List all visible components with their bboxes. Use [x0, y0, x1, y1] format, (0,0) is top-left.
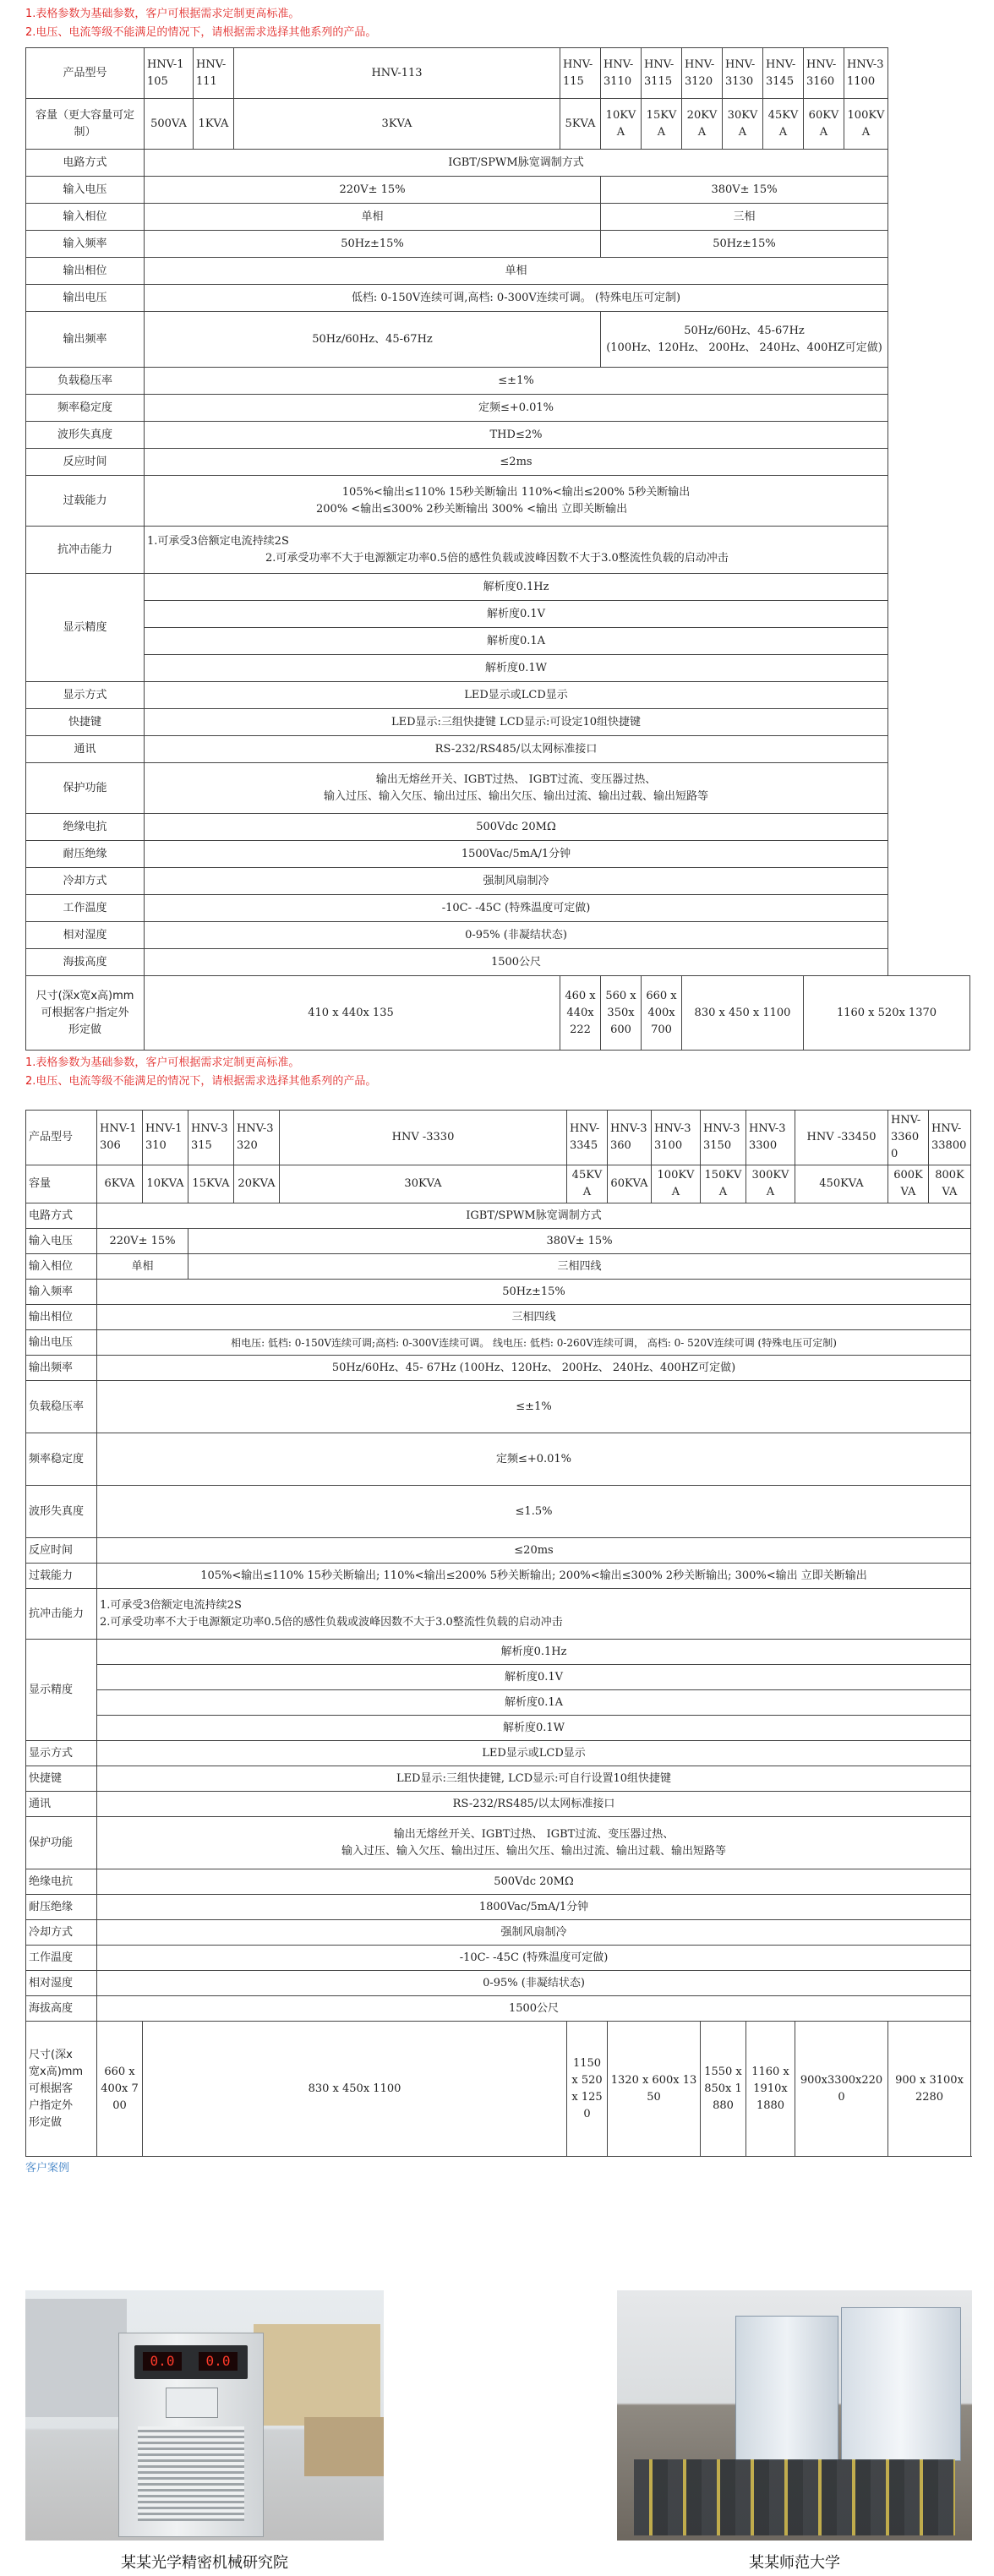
row-label: 输入电压 [26, 177, 145, 204]
row-label: 波形失真度 [26, 422, 145, 449]
row-value: ≤20ms [97, 1538, 971, 1564]
row-value: 380V± 15% [188, 1229, 971, 1254]
row-value: 解析度0.1V [145, 601, 888, 628]
row-label: 反应时间 [26, 449, 145, 476]
row-label: 通讯 [26, 736, 145, 763]
row-value: RS-232/RS485/以太网标准接口 [145, 736, 888, 763]
row-label: 工作温度 [26, 1946, 97, 1971]
table-row [26, 449, 970, 476]
size-cell: 560 x 350x 600 [601, 976, 642, 1051]
row-value: ≤±1% [97, 1381, 971, 1433]
row-value: LED显示:三组快捷键, LCD显示:可自行设置10组快捷键 [97, 1766, 971, 1792]
row-label: 负载稳压率 [26, 1381, 97, 1433]
row-value [97, 1589, 971, 1640]
capacity-cell: 20KVA [234, 1165, 280, 1203]
capacity-cell: 15KVA [188, 1165, 234, 1203]
row-value: 解析度0.1Hz [97, 1640, 971, 1665]
row-label: 频率稳定度 [26, 1433, 97, 1486]
model-cell: HNV-111 [194, 48, 234, 99]
row-label: 显示方式 [26, 1741, 97, 1766]
capacity-cell: 10KVA [143, 1165, 188, 1203]
size-cell: 660 x 400x 700 [97, 2022, 143, 2157]
table-row [26, 1165, 971, 1203]
row-value: 1500公尺 [145, 949, 888, 976]
display-panel [134, 2345, 248, 2379]
label-line: 尺寸(深x宽x高)mm [36, 989, 134, 1002]
model-cell: HNV-31100 [844, 48, 888, 99]
capacity-cell: 15KVA [642, 99, 682, 150]
table-row [26, 1946, 971, 1971]
model-cell: HNV-3130 [723, 48, 763, 99]
table-row [26, 1356, 971, 1381]
label-line: 宽x高)mm [29, 2065, 84, 2078]
table-row [26, 628, 970, 655]
value-line: 105%<输出≤110% 15秒关断输出 110%<输出≤200% 5秒关断输出 [341, 485, 691, 499]
table-row [26, 1330, 971, 1356]
case-photo-right [617, 2290, 972, 2541]
model-cell: HNV-113 [234, 48, 560, 99]
model-cell: HNV-33300 [746, 1111, 795, 1165]
row-value [145, 476, 888, 527]
spec-table-three-phase [25, 1110, 971, 2157]
table-row [26, 1792, 971, 1817]
table-row [26, 1971, 971, 1996]
equipment-rack-1 [735, 2316, 838, 2461]
row-label: 绝缘电抗 [26, 1869, 97, 1895]
cases-title: 客户案例 [25, 2162, 70, 2175]
table-row [26, 2022, 971, 2157]
row-label: 海拔高度 [26, 949, 145, 976]
row-value: 解析度0.1W [97, 1716, 971, 1741]
model-cell: HNV-3115 [642, 48, 682, 99]
table-row [26, 1895, 971, 1920]
row-value: 解析度0.1V [97, 1665, 971, 1690]
row-label: 电路方式 [26, 1203, 97, 1229]
model-cell: HNV-3345 [567, 1111, 608, 1165]
row-value: 单相 [97, 1254, 188, 1280]
row-value: -10C- -45C (特殊温度可定做) [97, 1946, 971, 1971]
capacity-cell: 3KVA [234, 99, 560, 150]
row-value [601, 312, 888, 368]
row-value: 三相四线 [188, 1254, 971, 1280]
table-row [26, 1433, 971, 1486]
table-row [26, 574, 970, 601]
row-label: 显示方式 [26, 682, 145, 709]
row-label: 快捷键 [26, 1766, 97, 1792]
row-label: 抗冲击能力 [26, 527, 145, 574]
table-row [26, 841, 970, 868]
table-row [26, 527, 970, 574]
row-value: 0-95% (非凝结状态) [145, 922, 888, 949]
row-label: 海拔高度 [26, 1996, 97, 2022]
size-cell: 460 x 440x 222 [560, 976, 601, 1051]
capacity-cell: 5KVA [560, 99, 601, 150]
model-cell: HNV-3160 [804, 48, 844, 99]
note-line: 2.电压、电流等级不能满足的情况下，请根据需求选择其他系列的产品。 [25, 1075, 377, 1088]
row-label: 电路方式 [26, 150, 145, 177]
row-label: 输出频率 [26, 1356, 97, 1381]
vent-grille [138, 2426, 244, 2521]
table-row [26, 1305, 971, 1330]
capacity-cell: 60KVA [608, 1165, 652, 1203]
row-label: 冷却方式 [26, 868, 145, 895]
case-photo-left [25, 2290, 384, 2541]
capacity-cell: 20KVA [682, 99, 723, 150]
capacity-cell: 800KVA [929, 1165, 971, 1203]
note-line: 2.电压、电流等级不能满足的情况下，请根据需求选择其他系列的产品。 [25, 26, 377, 39]
row-value: 强制风扇制冷 [145, 868, 888, 895]
row-label: 抗冲击能力 [26, 1589, 97, 1640]
row-value [145, 763, 888, 814]
model-cell: HNV-33100 [652, 1111, 701, 1165]
lab-shelf [25, 2299, 127, 2417]
row-label: 容量（更大容量可定制） [26, 99, 145, 150]
row-value: THD≤2% [145, 422, 888, 449]
table-row [26, 763, 970, 814]
row-value: 单相 [145, 204, 601, 231]
row-label: 快捷键 [26, 709, 145, 736]
row-value: 50Hz±15% [145, 231, 601, 258]
capacity-cell: 100KVA [652, 1165, 701, 1203]
size-cell: 830 x 450 x 1100 [682, 976, 804, 1051]
notes-top [0, 5, 994, 42]
row-value: 单相 [145, 258, 888, 285]
row-value: 定频≤+0.01% [145, 395, 888, 422]
table-row [26, 48, 970, 99]
row-label: 波形失真度 [26, 1486, 97, 1538]
row-value: 解析度0.1A [97, 1690, 971, 1716]
label-line: 户指定外 [29, 2098, 74, 2112]
size-cell: 1550 x 850x 1880 [701, 2022, 746, 2157]
table-row [26, 177, 970, 204]
row-label: 保护功能 [26, 1817, 97, 1869]
row-label: 输入电压 [26, 1229, 97, 1254]
row-label: 容量 [26, 1165, 97, 1203]
row-label: 输入频率 [26, 1280, 97, 1305]
capacity-cell: 600KVA [888, 1165, 929, 1203]
table-row [26, 1996, 971, 2022]
table-row [26, 1741, 971, 1766]
table-row [26, 1766, 971, 1792]
value-line: 2.可承受功率不大于电源额定功率0.5倍的感性负载或波峰因数不大于3.0整流性负载的启动冲击 [100, 1615, 563, 1629]
value-line: 50Hz/60Hz、45-67Hz [684, 324, 805, 337]
row-value: LED显示或LCD显示 [97, 1741, 971, 1766]
spec-table-single-phase [25, 47, 970, 1051]
row-value: 220V± 15% [145, 177, 601, 204]
model-cell: HNV -33450 [795, 1111, 888, 1165]
row-label: 显示精度 [26, 574, 145, 682]
model-cell: HNV-1105 [145, 48, 194, 99]
table-row [26, 231, 970, 258]
row-label: 产品型号 [26, 48, 145, 99]
row-value: ≤1.5% [97, 1486, 971, 1538]
size-cell: 1160 x 520x 1370 [804, 976, 970, 1051]
row-value: 500Vdc 20MΩ [145, 814, 888, 841]
row-value: 220V± 15% [97, 1229, 188, 1254]
value-line: 200% <输出≤300% 2秒关断输出 300% <输出 立即关断输出 [316, 502, 628, 516]
row-label: 冷却方式 [26, 1920, 97, 1946]
row-label: 相对湿度 [26, 1971, 97, 1996]
table-row [26, 709, 970, 736]
row-label: 绝缘电抗 [26, 814, 145, 841]
row-label: 相对湿度 [26, 922, 145, 949]
table-row [26, 682, 970, 709]
table-row [26, 312, 970, 368]
table-row [26, 1869, 971, 1895]
table-row [26, 1920, 971, 1946]
model-cell: HNV-33150 [701, 1111, 746, 1165]
row-value [145, 527, 888, 574]
size-cell: 410 x 440x 135 [145, 976, 560, 1051]
row-label: 输出电压 [26, 1330, 97, 1356]
row-label: 过载能力 [26, 476, 145, 527]
row-label [26, 2022, 97, 2157]
table-row [26, 1203, 971, 1229]
table-row [26, 1817, 971, 1869]
table-row [26, 601, 970, 628]
table-row [26, 922, 970, 949]
equipment-box [304, 2417, 384, 2476]
row-value: 50Hz±15% [97, 1280, 971, 1305]
row-value [97, 1817, 971, 1869]
lab-bench [254, 2324, 380, 2426]
table-row [26, 150, 970, 177]
table-row [26, 395, 970, 422]
table-row [26, 476, 970, 527]
table-row [26, 1589, 971, 1640]
table-row [26, 1381, 971, 1433]
table-row [26, 1254, 971, 1280]
row-value: LED显示或LCD显示 [145, 682, 888, 709]
table-row [26, 1538, 971, 1564]
row-label [26, 976, 145, 1051]
row-label: 负载稳压率 [26, 368, 145, 395]
row-label: 输出相位 [26, 1305, 97, 1330]
table-row [26, 655, 970, 682]
row-label: 输出频率 [26, 312, 145, 368]
capacity-cell: 45KVA [567, 1165, 608, 1203]
equipment-rack-2 [841, 2307, 961, 2461]
voltage-display: 0.0 [143, 2352, 182, 2371]
row-value: 380V± 15% [601, 177, 888, 204]
size-cell: 1150 x 520x 1250 [567, 2022, 608, 2157]
row-value: 50Hz±15% [601, 231, 888, 258]
table-row [26, 1229, 971, 1254]
table-row [26, 1640, 971, 1665]
row-label: 频率稳定度 [26, 395, 145, 422]
model-cell: HNV-33800 [929, 1111, 971, 1165]
row-value: 50Hz/60Hz、45-67Hz [145, 312, 601, 368]
notes-mid [0, 1054, 994, 1091]
model-cell: HNV-3120 [682, 48, 723, 99]
capacity-cell: 100KVA [844, 99, 888, 150]
row-value: 1800Vac/5mA/1分钟 [97, 1895, 971, 1920]
row-value: LED显示:三组快捷键 LCD显示:可设定10组快捷键 [145, 709, 888, 736]
row-value: 0-95% (非凝结状态) [97, 1971, 971, 1996]
value-line: 输出无熔丝开关、IGBT过热、 IGBT过流、变压器过热、 [375, 772, 657, 786]
capacity-cell: 150KVA [701, 1165, 746, 1203]
row-label: 输出相位 [26, 258, 145, 285]
row-label: 显示精度 [26, 1640, 97, 1741]
value-line: 1.可承受3倍额定电流持续2S [147, 534, 289, 548]
row-label: 反应时间 [26, 1538, 97, 1564]
note-line: 1.表格参数为基础参数，客户可根据需求定制更高标准。 [25, 1056, 300, 1069]
table-row [26, 976, 970, 1051]
size-cell: 900x3300x2200 [795, 2022, 888, 2157]
size-cell: 1320 x 600x 1350 [608, 2022, 701, 2157]
model-cell: HNV-3320 [234, 1111, 280, 1165]
case-caption-right: 某某师范大学 [749, 2554, 840, 2572]
size-cell: 660 x 400x 700 [642, 976, 682, 1051]
size-cell: 830 x 450x 1100 [143, 2022, 567, 2157]
capacity-cell: 45KVA [763, 99, 804, 150]
table-row [26, 1280, 971, 1305]
model-cell: HNV-3360 [608, 1111, 652, 1165]
table-row [26, 1716, 971, 1741]
row-label: 输出电压 [26, 285, 145, 312]
model-cell: HNV-1310 [143, 1111, 188, 1165]
capacity-cell: 500VA [145, 99, 194, 150]
value-line: 输出无熔丝开关、IGBT过热、 IGBT过流、变压器过热、 [393, 1827, 674, 1841]
table-row [26, 1564, 971, 1589]
table-row [26, 895, 970, 922]
label-line: 形定做 [29, 2115, 63, 2129]
row-label: 耐压绝缘 [26, 841, 145, 868]
row-value: -10C- -45C (特殊温度可定做) [145, 895, 888, 922]
value-line: 输入过压、输入欠压、输出过压、输出欠压、输出过流、输出过载、输出短路等 [323, 789, 708, 803]
table-row [26, 99, 970, 150]
size-cell: 1160 x 1910x 1880 [746, 2022, 795, 2157]
table-row [26, 204, 970, 231]
current-display: 0.0 [199, 2352, 238, 2371]
row-value: 50Hz/60Hz、45- 67Hz (100Hz、120Hz、 200Hz、 240Hz、400HZ可定做) [97, 1356, 971, 1381]
capacity-cell: 300KVA [746, 1165, 795, 1203]
table-row [26, 1665, 971, 1690]
row-value: 三相四线 [97, 1305, 971, 1330]
capacity-cell: 1KVA [194, 99, 234, 150]
capacity-cell: 6KVA [97, 1165, 143, 1203]
label-line: 可根据客 [29, 2082, 74, 2095]
table-row [26, 949, 970, 976]
row-label: 输入相位 [26, 1254, 97, 1280]
row-value: 解析度0.1W [145, 655, 888, 682]
row-value: 低档: 0-150V连续可调,高档: 0-300V连续可调。 (特殊电压可定制) [145, 285, 888, 312]
label-line: 尺寸(深x [29, 2048, 73, 2061]
table-row [26, 814, 970, 841]
row-value: RS-232/RS485/以太网标准接口 [97, 1792, 971, 1817]
row-label: 产品型号 [26, 1111, 97, 1165]
row-label: 耐压绝缘 [26, 1895, 97, 1920]
table-row [26, 258, 970, 285]
capacity-cell: 30KVA [723, 99, 763, 150]
model-cell: HNV-1306 [97, 1111, 143, 1165]
size-cell: 900 x 3100x 2280 [888, 2022, 971, 2157]
table-row [26, 868, 970, 895]
model-cell: HNV-3145 [763, 48, 804, 99]
meter-panel [166, 2388, 218, 2418]
table-row [26, 422, 970, 449]
row-value: 500Vdc 20MΩ [97, 1869, 971, 1895]
row-label: 通讯 [26, 1792, 97, 1817]
row-label: 输入频率 [26, 231, 145, 258]
row-value: ≤2ms [145, 449, 888, 476]
row-label: 保护功能 [26, 763, 145, 814]
value-line: 1.可承受3倍额定电流持续2S [100, 1598, 242, 1612]
capacity-cell: 10KVA [601, 99, 642, 150]
row-value: 相电压: 低档: 0-150V连续可调;高档: 0-300V连续可调。 线电压: 低档: 0-260V连续可调， 高档: 0- 520V连续可调 (特殊电压可定制) [97, 1330, 971, 1356]
row-value: 定频≤+0.01% [97, 1433, 971, 1486]
value-line: 输入过压、输入欠压、输出过压、输出欠压、输出过流、输出过载、输出短路等 [341, 1844, 726, 1858]
value-line: 2.可承受功率不大于电源额定功率0.5倍的感性负载或波峰因数不大于3.0整流性负载的启动冲击 [265, 551, 729, 565]
model-cell: HNV -3330 [280, 1111, 567, 1165]
table-row [26, 368, 970, 395]
table-row [26, 736, 970, 763]
table-row [26, 285, 970, 312]
case-caption-left: 某某光学精密机械研究院 [121, 2554, 288, 2572]
row-label: 输入相位 [26, 204, 145, 231]
row-value: IGBT/SPWM脉宽调制方式 [145, 150, 888, 177]
row-value: 三相 [601, 204, 888, 231]
row-label: 工作温度 [26, 895, 145, 922]
label-line: 可根据客户指定外 [41, 1006, 129, 1019]
power-supply-cabinet [118, 2333, 264, 2537]
row-value: 1500Vac/5mA/1分钟 [145, 841, 888, 868]
label-line: 形定做 [68, 1023, 101, 1036]
model-cell: HNV-115 [560, 48, 601, 99]
model-cell: HNV-33600 [888, 1111, 929, 1165]
battery-array [634, 2459, 955, 2535]
row-value: ≤±1% [145, 368, 888, 395]
capacity-cell: 60KVA [804, 99, 844, 150]
row-label: 过载能力 [26, 1564, 97, 1589]
row-value: 解析度0.1A [145, 628, 888, 655]
row-value: IGBT/SPWM脉宽调制方式 [97, 1203, 971, 1229]
model-cell: HNV-3315 [188, 1111, 234, 1165]
model-cell: HNV-3110 [601, 48, 642, 99]
row-value: 强制风扇制冷 [97, 1920, 971, 1946]
row-value: 1500公尺 [97, 1996, 971, 2022]
note-line: 1.表格参数为基础参数，客户可根据需求定制更高标准。 [25, 8, 300, 20]
table-row [26, 1690, 971, 1716]
table-row [26, 1111, 971, 1165]
table-row [26, 1486, 971, 1538]
row-value: 解析度0.1Hz [145, 574, 888, 601]
capacity-cell: 450KVA [795, 1165, 888, 1203]
value-line: (100Hz、120Hz、 200Hz、 240Hz、400HZ可定做) [606, 341, 882, 354]
capacity-cell: 30KVA [280, 1165, 567, 1203]
row-value: 105%<输出≤110% 15秒关断输出; 110%<输出≤200% 5秒关断输出; 200%<输出≤300% 2秒关断输出; 300%<输出 立即关断输出 [97, 1564, 971, 1589]
